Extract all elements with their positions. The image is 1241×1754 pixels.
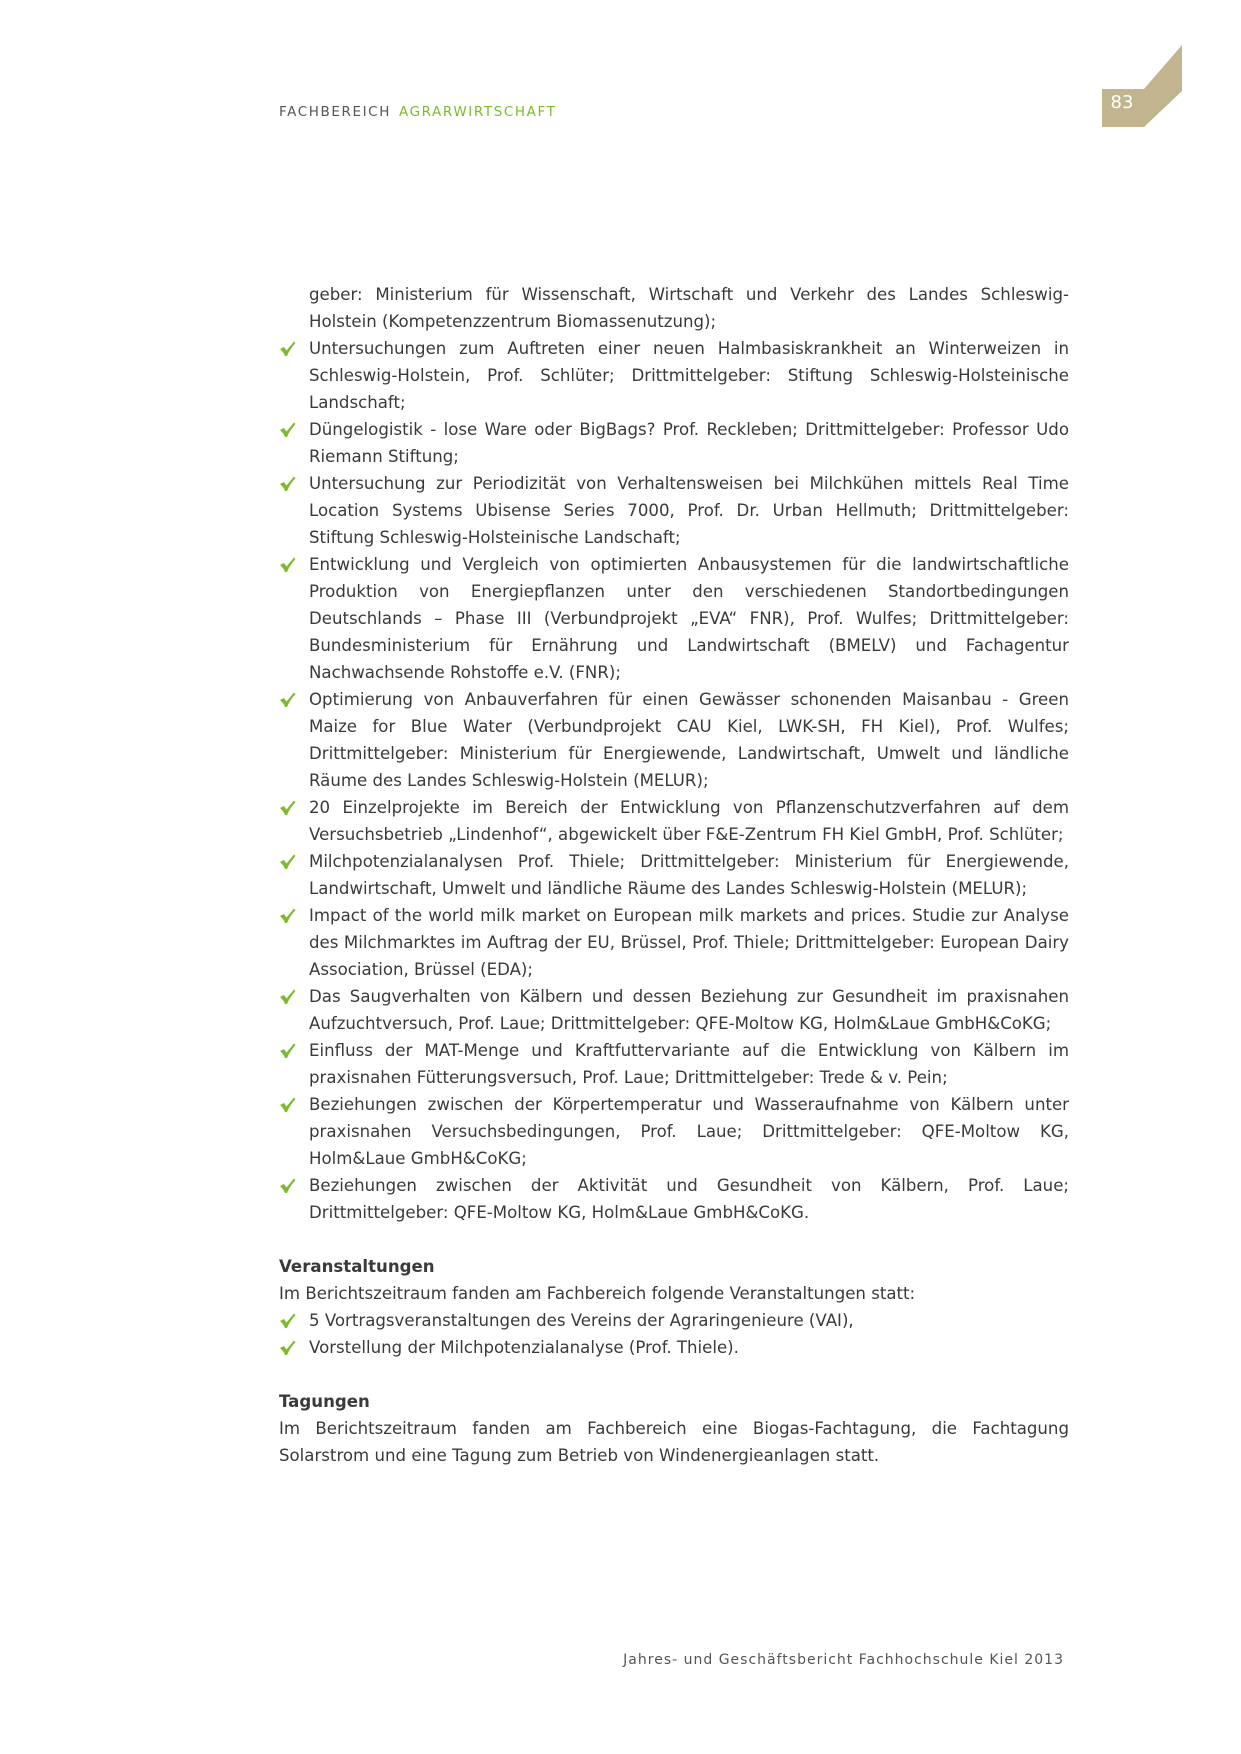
project-item <box>279 848 1069 902</box>
continuation-text: geber: Ministerium für Wissenschaft, Wirtschaft und Verkehr des Landes Schleswig-Holstein (Kompetenzzentrum Biomassenutzung); <box>309 285 1069 331</box>
project-item <box>279 794 1069 848</box>
event-item <box>279 1307 1069 1334</box>
section-label: FACHBEREICH <box>279 104 391 120</box>
conferences-text: Im Berichtszeitraum fanden am Fachbereich eine Biogas-Fachtagung, die Fachtagung Solarstrom und eine Tagung zum Betrieb von Windenergieanlagen statt. <box>279 1419 1069 1465</box>
project-item <box>279 686 1069 794</box>
project-list <box>279 335 1069 1226</box>
page-number: 83 <box>1110 92 1134 113</box>
list-item-text: Untersuchung zur Periodizität von Verhaltensweisen bei Milchkühen mittels Real Time Location Systems Ubisense Series 7000, Prof. Dr. Urban Hellmuth; Drittmittelgeber: Stiftung Schleswig-Holsteinische Landschaft; <box>309 474 1069 547</box>
check-icon <box>279 1312 296 1329</box>
check-icon <box>279 556 296 573</box>
conferences-heading: Tagungen <box>279 1392 370 1411</box>
list-item-text: Milchpotenzialanalysen Prof. Thiele; Drittmittelgeber: Ministerium für Energiewende, Landwirtschaft, Umwelt und ländliche Räume des Landes Schleswig-Holstein (MELUR); <box>309 852 1069 898</box>
list-item-text: Einfluss der MAT-Menge und Kraftfuttervariante auf die Entwicklung von Kälbern im praxisnahen Fütterungsversuch, Prof. Laue; Drittmittelgeber: Trede & v. Pein; <box>309 1041 1069 1087</box>
list-item-text: Beziehungen zwischen der Körpertemperatur und Wasseraufnahme von Kälbern unter praxisnahen Versuchsbedingungen, Prof. Laue; Drittmittelgeber: QFE-Moltow KG, Holm&Laue GmbH&CoKG; <box>309 1095 1069 1168</box>
subsection-label: AGRARWIRTSCHAFT <box>398 104 557 120</box>
check-icon <box>279 421 296 438</box>
project-item <box>279 1091 1069 1172</box>
list-item-text: Düngelogistik - lose Ware oder BigBags? Prof. Reckleben; Drittmittelgeber: Professor Udo Riemann Stiftung; <box>309 420 1069 466</box>
check-icon <box>279 907 296 924</box>
check-icon <box>279 1339 296 1356</box>
list-item-text: 5 Vortragsveranstaltungen des Vereins der Agraringenieure (VAI), <box>309 1311 854 1330</box>
project-item <box>279 983 1069 1037</box>
list-item-text: 20 Einzelprojekte im Bereich der Entwicklung von Pflanzenschutzverfahren auf dem Versuchsbetrieb „Lindenhof“, abgewickelt über F&E-Zentrum FH Kiel GmbH, Prof. Schlüter; <box>309 798 1069 844</box>
project-item <box>279 470 1069 551</box>
list-item-text: Vorstellung der Milchpotenzialanalyse (Prof. Thiele). <box>309 1338 739 1357</box>
list-item-text: Beziehungen zwischen der Aktivität und Gesundheit von Kälbern, Prof. Laue; Drittmittelgeber: QFE-Moltow KG, Holm&Laue GmbH&CoKG. <box>309 1176 1069 1222</box>
check-icon <box>279 1042 296 1059</box>
check-icon <box>279 1096 296 1113</box>
check-icon <box>279 988 296 1005</box>
events-heading: Veranstaltungen <box>279 1257 435 1276</box>
check-icon <box>279 340 296 357</box>
check-icon <box>279 853 296 870</box>
list-item-text: Entwicklung und Vergleich von optimierten Anbausystemen für die landwirtschaftliche Produktion von Energiepflanzen unter den verschiedenen Standortbedingungen Deutschlands – Phase III (Verbundprojekt „EVA“ FNR), Prof. Wulfes; Drittmittelgeber: Bundesministerium für Ernährung und Landwirtschaft (BMELV) und Fachagentur Nachwachsende Rohstoffe e.V. (FNR); <box>309 555 1069 682</box>
events-intro: Im Berichtszeitraum fanden am Fachbereich folgende Veranstaltungen statt: <box>279 1284 916 1303</box>
main-content <box>279 281 1069 1469</box>
event-item <box>279 1334 1069 1361</box>
list-item-text: Das Saugverhalten von Kälbern und dessen Beziehung zur Gesundheit im praxisnahen Aufzuchtversuch, Prof. Laue; Drittmittelgeber: QFE-Moltow KG, Holm&Laue GmbH&CoKG; <box>309 987 1069 1033</box>
project-item <box>279 551 1069 686</box>
page-tab-shape <box>1102 45 1182 127</box>
project-item <box>279 1037 1069 1091</box>
check-icon <box>279 475 296 492</box>
running-header <box>279 104 556 120</box>
check-icon <box>279 691 296 708</box>
list-item-text: Optimierung von Anbauverfahren für einen Gewässer schonenden Maisanbau - Green Maize for Blue Water (Verbundprojekt CAU Kiel, LWK-SH, FH Kiel), Prof. Wulfes; Drittmittelgeber: Ministerium für Energiewende, Landwirtschaft, Umwelt und ländliche Räume des Landes Schleswig-Holstein (MELUR); <box>309 690 1069 790</box>
check-icon <box>279 1177 296 1194</box>
project-item <box>279 902 1069 983</box>
check-icon <box>279 799 296 816</box>
project-item <box>279 416 1069 470</box>
footer-text: Jahres- und Geschäftsbericht Fachhochschule Kiel 2013 <box>623 1652 1064 1668</box>
events-list <box>279 1307 1069 1361</box>
project-item <box>279 1172 1069 1226</box>
list-item-text: Untersuchungen zum Auftreten einer neuen Halmbasiskrankheit an Winterweizen in Schleswig-Holstein, Prof. Schlüter; Drittmittelgeber: Stiftung Schleswig-Holsteinische Landschaft; <box>309 339 1069 412</box>
project-item <box>279 335 1069 416</box>
list-item-text: Impact of the world milk market on European milk markets and prices. Studie zur Analyse des Milchmarktes im Auftrag der EU, Brüssel, Prof. Thiele; Drittmittelgeber: European Dairy Association, Brüssel (EDA); <box>309 906 1069 979</box>
